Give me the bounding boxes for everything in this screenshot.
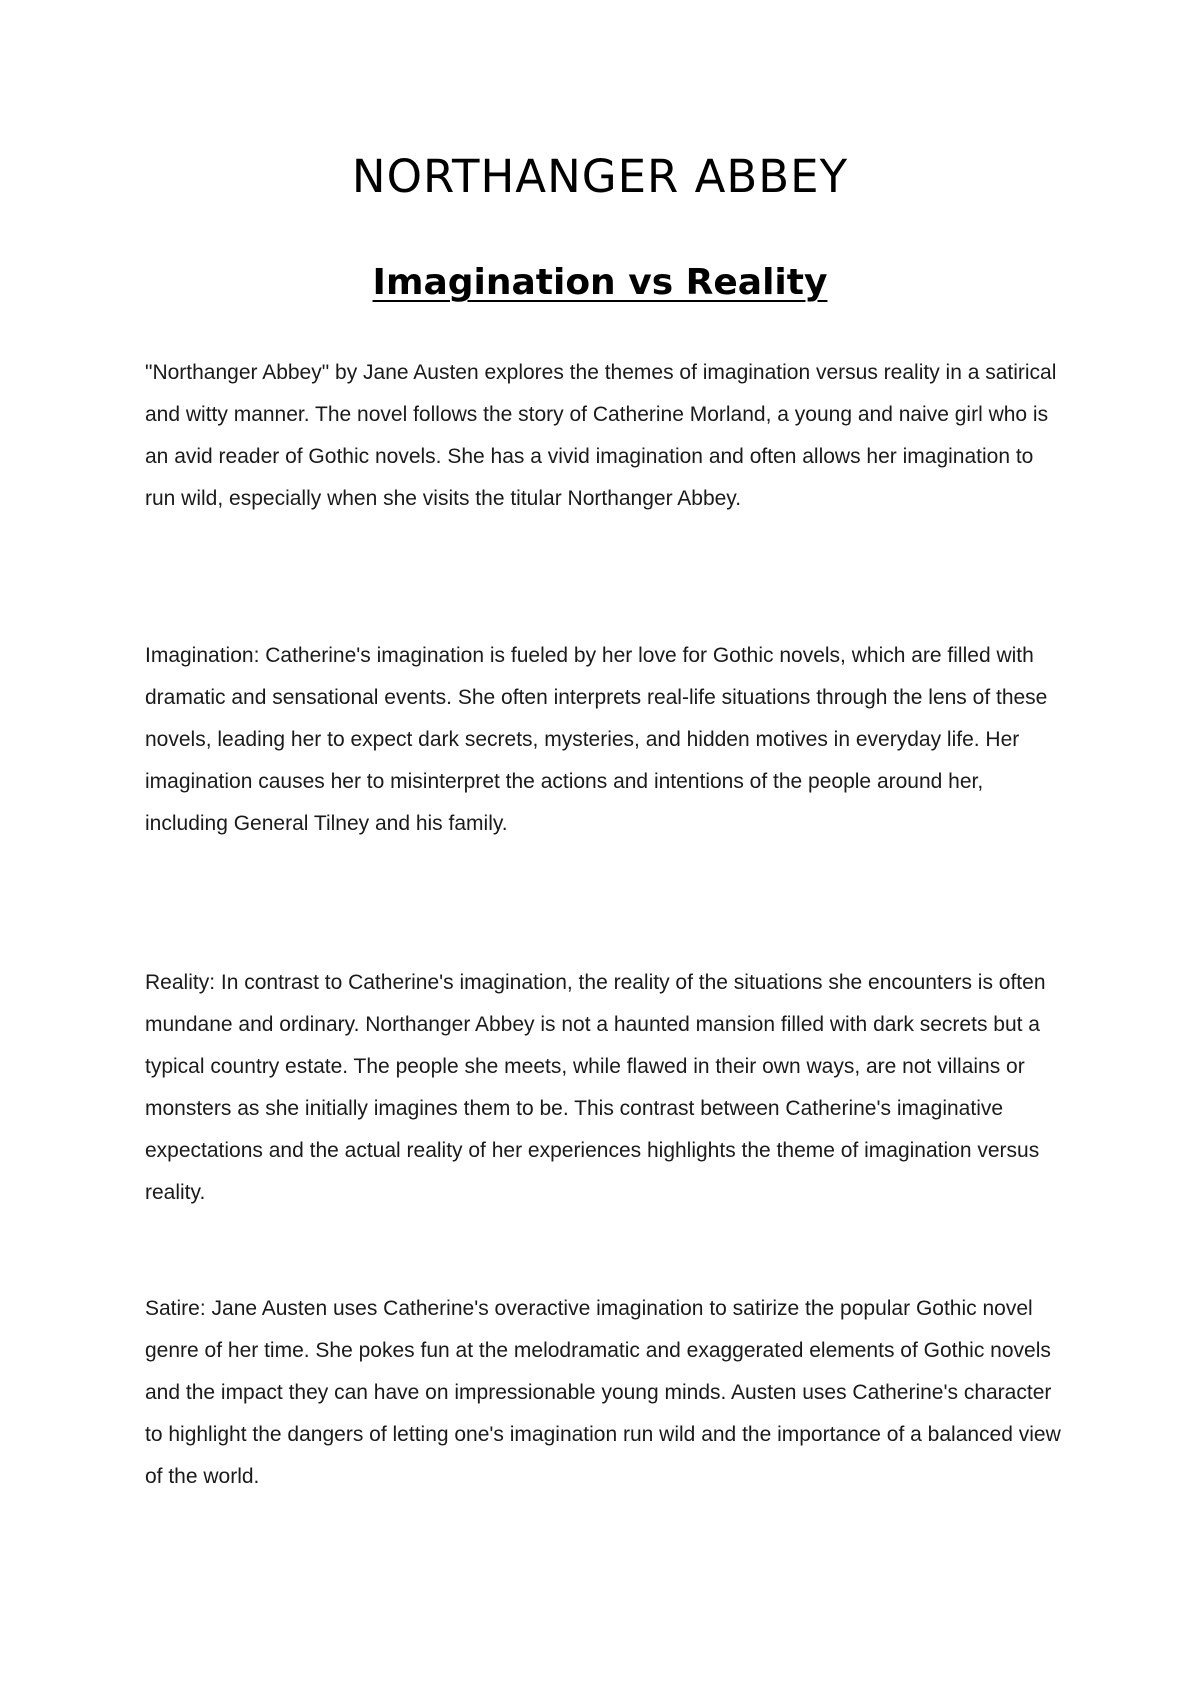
paragraph-satire: Satire: Jane Austen uses Catherine's overactive imagination to satirize the popular Gothic novel genre of her time. She pokes fun at the melodramatic and exaggerated elements of Gothic novels and the impact they can have on impressionable young minds. Austen uses Catherine's character to highlight the dangers of letting one's imagination run wild and the importance of a balanced view of the world. bbox=[145, 1297, 1061, 1488]
paragraph-introduction: "Northanger Abbey" by Jane Austen explores the themes of imagination versus reality in a satirical and witty manner. The novel follows the story of Catherine Morland, a young and naive girl who is an avid reader of Gothic novels. She has a vivid imagination and often allows her imagination to run wild, especially when she visits the titular Northanger Abbey. bbox=[145, 361, 1057, 510]
paragraph-reality: Reality: In contrast to Catherine's imagination, the reality of the situations she encounters is often mundane and ordinary. Northanger Abbey is not a haunted mansion filled with dark secrets but a typical country estate. The people she meets, while flawed in their own ways, are not villains or monsters as she initially imagines them to be. This contrast between Catherine's imaginative expectations and the actual reality of her experiences highlights the theme of imagination versus reality. bbox=[145, 971, 1046, 1204]
document-title: NORTHANGER ABBEY bbox=[351, 150, 849, 203]
paragraph-imagination: Imagination: Catherine's imagination is fueled by her love for Gothic novels, which are filled with dramatic and sensational events. She often interprets real-life situations through the lens of these novels, leading her to expect dark secrets, mysteries, and hidden motives in everyday life. Her imagination causes her to misinterpret the actions and intentions of the people around her, including General Tilney and his family. bbox=[145, 644, 1048, 835]
document-subtitle: Imagination vs Reality bbox=[372, 262, 828, 303]
